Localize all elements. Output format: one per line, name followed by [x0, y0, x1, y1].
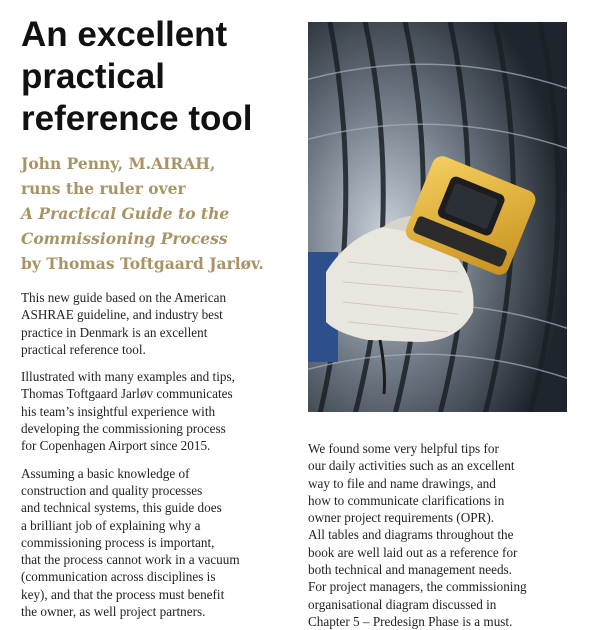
- text-line: that the process cannot work in a vacuum: [21, 552, 240, 568]
- text-line: This new guide based on the American: [21, 290, 227, 305]
- text-line: the owner, as well project partners.: [21, 604, 206, 620]
- text-line: construction and quality processes: [21, 482, 203, 498]
- headline: [21, 14, 296, 140]
- text-line: his team’s insightful experience with: [21, 403, 216, 419]
- text-line: key), and that the process must benefit: [21, 586, 225, 602]
- standfirst-byline: by Thomas Toftgaard Jarløv.: [21, 254, 264, 273]
- standfirst: [21, 151, 296, 276]
- text-line: (communication across disciplines is: [21, 569, 216, 585]
- text-line: For project managers, the commissioning: [308, 579, 527, 595]
- photo-illustration: [308, 22, 567, 412]
- text-line: way to file and name drawings, and: [308, 475, 496, 491]
- text-line: for Copenhagen Airport since 2015.: [21, 438, 211, 454]
- text-line: developing the commissioning process: [21, 421, 226, 437]
- headline-line: practical: [21, 57, 165, 96]
- paragraph: [21, 368, 283, 454]
- text-line: our daily activities such as an excellent: [308, 458, 515, 474]
- headline-line: An excellent: [21, 15, 228, 54]
- book-title-line: Commissioning Process: [21, 229, 228, 248]
- paragraph: [21, 289, 283, 358]
- text-line: a brilliant job of explaining why a: [21, 517, 201, 533]
- text-line: ASHRAE guideline, and industry best: [21, 307, 223, 323]
- gloved-hand-with-yellow-meter-image: [308, 22, 567, 412]
- headline-line: reference tool: [21, 99, 253, 138]
- standfirst-line: runs the ruler over: [21, 179, 186, 198]
- text-line: We found some very helpful tips for: [308, 441, 499, 456]
- book-title-line: A Practical Guide to the: [21, 204, 230, 223]
- text-line: owner project requirements (OPR).: [308, 510, 495, 526]
- text-line: organisational diagram discussed in: [308, 596, 497, 612]
- text-line: and technical systems, this guide does: [21, 500, 222, 516]
- text-line: All tables and diagrams throughout the: [308, 527, 514, 543]
- text-line: both technical and management needs.: [308, 562, 512, 578]
- text-line: practical reference tool.: [21, 341, 146, 357]
- body-column-right: [308, 440, 573, 630]
- paragraph: [21, 465, 283, 621]
- standfirst-author: John Penny, M.AIRAH,: [21, 154, 216, 173]
- text-line: Assuming a basic knowledge of: [21, 465, 190, 481]
- text-line: book are well laid out as a reference for: [308, 544, 518, 560]
- text-line: Chapter 5 – Predesign Phase is a must.: [308, 613, 513, 629]
- text-line: commissioning process is important,: [21, 534, 215, 550]
- text-line: how to communicate clarifications in: [308, 492, 505, 508]
- text-line: Thomas Toftgaard Jarløv communicates: [21, 386, 233, 402]
- text-line: practice in Denmark is an excellent: [21, 324, 208, 340]
- text-line: Illustrated with many examples and tips,: [21, 369, 235, 385]
- body-column-left: [21, 289, 283, 630]
